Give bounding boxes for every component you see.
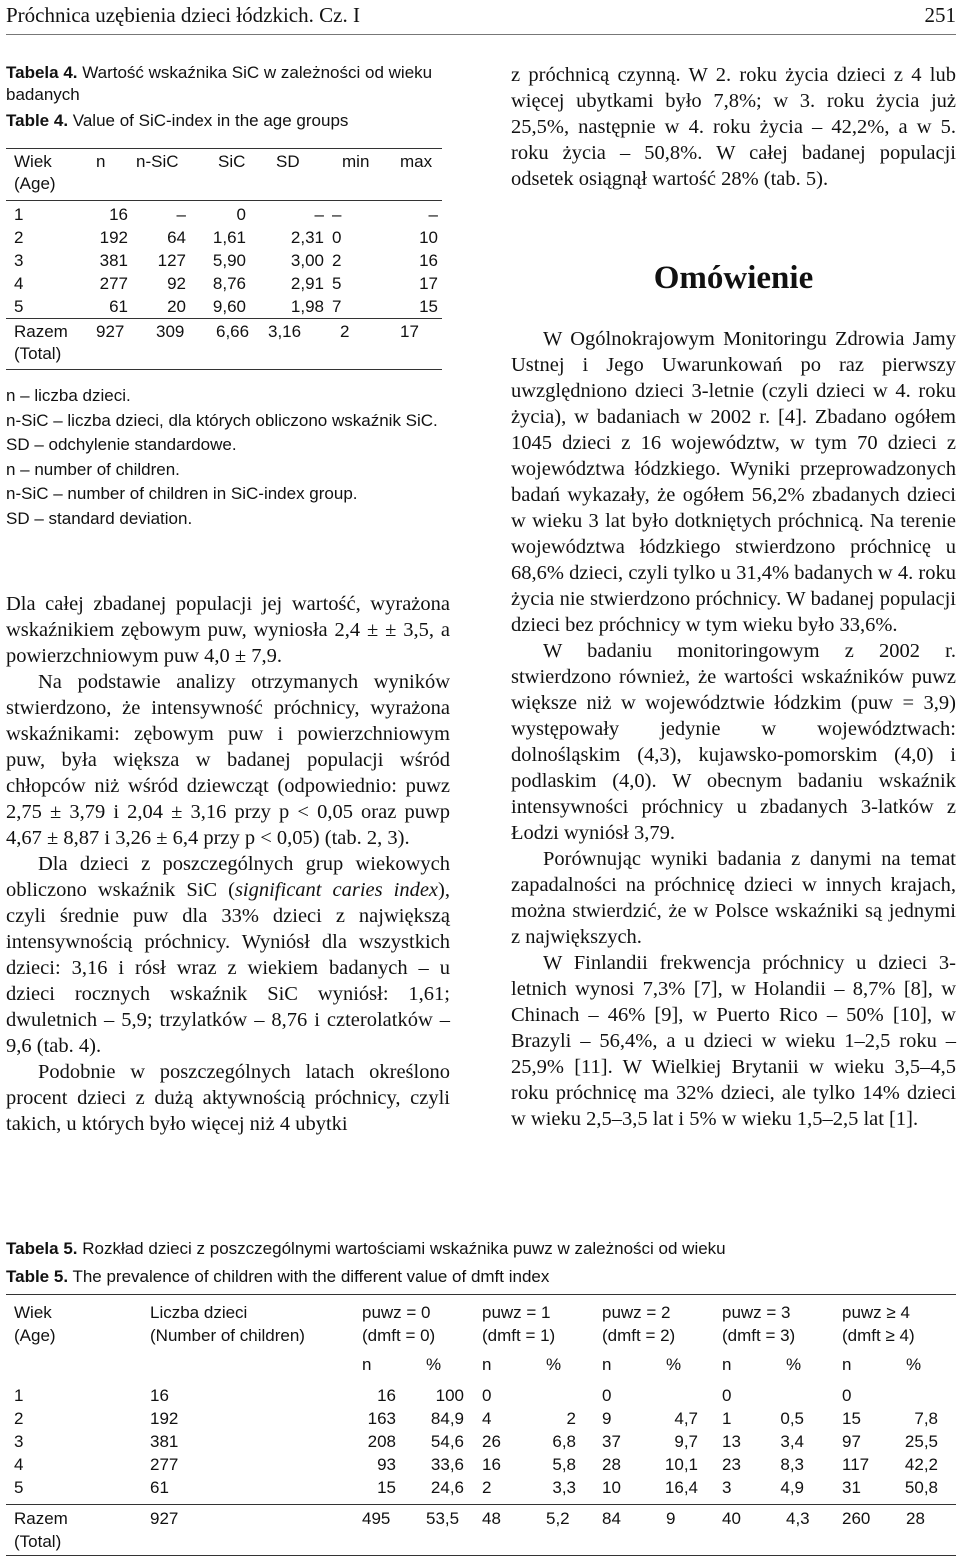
table4-header-5: min [342,152,370,171]
table5-cell-r3-c3: 54,6 [430,1432,464,1451]
table4-cell-r3-c0: 3 [14,251,24,270]
table5-header-0: Wiek [14,1303,52,1322]
table4-caption-pl [6,62,446,106]
table4-cell-r1-c3: 0 [236,205,246,224]
table5-cell-r1-c6: 0 [602,1386,612,1405]
table4-cell-r4-c0: 4 [14,274,24,293]
table4-header-3: SiC [218,152,246,171]
table5-cell-r1-c3: 100 [435,1386,464,1405]
note-nsic-en: n-SiC – number of children in SiC-index group. [6,484,358,503]
table5-cell-r2-c5: 2 [566,1409,576,1428]
table4-cell-r1-c0: 1 [14,205,24,224]
left-paragraph-4: Podobnie w poszczególnych latach określono procent dzieci z dużą aktywnością próchnicy, czyli takich, u których było więcej niż 4 ubytki [6,1061,450,1135]
table5-cell-r3-c9: 3,4 [780,1432,804,1451]
table5-header-sub-4: (dmft = 2) [602,1326,676,1345]
table5-cell-r2-c9: 0,5 [780,1409,804,1428]
page-number: 251 [924,3,956,27]
note-n-pl: n – liczba dzieci. [6,386,131,405]
table4-header-2: n-SiC [136,152,179,171]
table5-cell-r4-c0: 4 [14,1455,24,1474]
table5-total-value-3: 48 [482,1509,501,1528]
table4-cell-r4-c6: 17 [419,274,438,293]
table5-cell-r2-c4: 4 [482,1409,492,1428]
table5-total-value-1: 495 [362,1509,391,1528]
table4-cell-r1-c5: – [332,205,342,224]
table5-cell-r4-c9: 8,3 [780,1455,804,1474]
table5-cell-r3-c1: 381 [150,1432,179,1451]
table4-header-rule [6,200,442,201]
table5-subheader-0: n [362,1355,372,1374]
table4-total-rule [6,318,442,319]
table5-cell-r5-c3: 24,6 [430,1478,464,1497]
table4-cell-r3-c5: 2 [332,251,342,270]
discussion-heading: Omówienie [653,260,814,296]
table5-header-6: puwz ≥ 4 [842,1303,910,1322]
table4-caption-en [6,110,348,132]
table5-cell-r1-c2: 16 [377,1386,396,1405]
table5-label-pl: Tabela 5. [6,1239,78,1258]
table5-caption-en [6,1266,549,1288]
table5-cell-r5-c8: 3 [722,1478,732,1497]
table5-block [6,1238,956,1551]
table4-notes [6,384,438,531]
table5-cell-r4-c10: 117 [842,1455,870,1474]
table4-cell-r2-c5: 0 [332,228,342,247]
table4-cell-r4-c5: 5 [332,274,342,293]
table4-bottom-rule [6,369,442,370]
note-nsic-pl: n-SiC – liczba dzieci, dla których obliczono wskaźnik SiC. [6,410,438,430]
table4-cell-r2-c4: 2,31 [290,228,324,247]
table4-cell-r2-c6: 10 [419,228,438,247]
table5-cell-r5-c0: 5 [14,1478,24,1497]
table4-total-value-3: 3,16 [268,322,302,341]
table5 [6,1294,956,1556]
table5-total-sub: (Total) [14,1532,62,1551]
table5-total-value-0: 927 [150,1509,179,1528]
table5-cell-r1-c8: 0 [722,1386,732,1405]
table4-cell-r5-c6: 15 [419,297,438,316]
table5-cell-r2-c8: 1 [722,1409,732,1428]
table4-header-1: n [96,152,106,171]
table5-cell-r3-c7: 9,7 [674,1432,698,1451]
table5-header-3: puwz = 1 [482,1303,551,1322]
table5-title-pl: Rozkład dzieci z poszczególnymi wartościami wskaźnika puwz w zależności od wieku [77,1239,726,1258]
left-paragraph-3 [6,851,450,1059]
table5-cell-r4-c4: 16 [482,1455,501,1474]
table5-cell-r3-c8: 13 [722,1432,741,1451]
right-paragraph-4: Porównując wyniki badania z danymi na temat zapadalności na próchnicę dzieci w innych krajach, można stwierdzić, że w Polsce wskaźniki są jednymi z największych. [511,848,956,948]
table4-cell-r1-c4: – [314,205,324,224]
table5-header-2: puwz = 0 [362,1303,431,1322]
table5-subheader-2: n [482,1355,492,1374]
table4-cell-r3-c3: 5,90 [212,251,246,270]
table4-title-pl: Wartość wskaźnika SiC w zależności od wieku badanych [6,63,433,104]
p3-text-b: ), czyli średnie puw dla 33% dzieci z największą intensywnością próchnicy. Wyniósł dla wszystkich dzieci: 3,16 i rósł wraz z wiekiem badanych – u dzieci rocznych wskaźnik SiC wyniósł: 1,61; dwuletnich – 5,9; trzylatków – 8,76 i czterolatków – 9,6 (tab. 4). [6,879,450,1057]
table4-top-rule [6,148,442,149]
table5-bottom-rule [6,1555,956,1556]
table5-subheader-3: % [546,1355,562,1374]
table4-cell-r2-c2: 64 [167,228,186,247]
table5-cell-r5-c1: 61 [150,1478,169,1497]
table5-cell-r5-c10: 31 [842,1478,861,1497]
table5-total-rule [6,1504,956,1505]
table5-cell-r5-c2: 15 [377,1478,396,1497]
table4-cell-r5-c2: 20 [167,297,186,316]
table5-cell-r3-c10: 97 [842,1432,861,1451]
table4-cell-r5-c5: 7 [332,297,342,316]
right-column [511,62,956,1132]
left-paragraph-2: Na podstawie analizy otrzymanych wyników stwierdzono, że intensywność próchnicy, wyrażona wskaźnikami: zębowym puw i powierzchniowym puw, była większa w badanej populacji wśród chłopców niż wśród dziewcząt (odpowiednio: puwz 2,75 ± 3,79 i 2,04 ± 3,16 przy p < 0,05 oraz puwp 4,67 ± 8,87 i 3,26 ± 6,4 przy p < 0,05) (tab. 2, 3). [6,671,450,849]
table5-total-value-8: 4,3 [786,1509,810,1528]
table5-cell-r2-c1: 192 [150,1409,179,1428]
table4-cell-r4-c4: 2,91 [290,274,324,293]
table5-cell-r2-c2: 163 [367,1409,396,1428]
table4-title-en: Value of SiC-index in the age groups [68,111,349,130]
table5-subheader-1: % [426,1355,442,1374]
table4-cell-r1-c6: – [428,205,438,224]
table5-subheader-7: % [786,1355,802,1374]
table4-cell-r1-c1: 16 [109,205,128,224]
table5-cell-r2-c10: 15 [842,1409,861,1428]
table5-cell-r1-c1: 16 [150,1386,169,1405]
table5-subheader-6: n [722,1355,732,1374]
table4-cell-r4-c2: 92 [167,274,186,293]
table5-header-4: puwz = 2 [602,1303,671,1322]
table5-total-value-2: 53,5 [426,1509,460,1528]
table4-label-en: Table 4. [6,111,69,130]
table5-cell-r3-c4: 26 [482,1432,501,1451]
p3-text-a: Dla dzieci z poszczególnych grup wiekowych obliczono wskaźnik SiC ( [6,853,450,901]
table5-total-value-7: 40 [722,1509,741,1528]
note-sd-en: SD – standard deviation. [6,508,193,528]
table5-total-value-6: 9 [666,1509,676,1528]
table5-header-sub-5: (dmft = 3) [722,1326,796,1345]
table5-header-sub-1: (Number of children) [150,1326,305,1345]
table4-cell-r2-c0: 2 [14,228,24,247]
table4-cell-r5-c0: 5 [14,297,24,316]
right-paragraph-2: W Ogólnokrajowym Monitoringu Zdrowia Jamy Ustnej i Jego Uwarunkowań po raz pierwszy uwzględniono dzieci 3-letnie (czyli dzieci w 4. roku życia), w badaniach w 2002 r. [4]. Zbadano ogółem 1045 dzieci z 16 województw, w tym 70 dzieci z województwa łódzkiego. Wyniki przeprowadzonych badań wykazały, że ogółem 56,2% zbadanych dzieci w wieku 3 lat było dotkniętych próchnicą. Na terenie województwa łódzkiego stwierdzono próchnicę u 68,6% dzieci, czyli tylko u 31,4% badanych w 4. roku życia nie stwierdzono próchnicy. W badanej populacji dzieci bez próchnicy w tym wieku było 33,6%. [511,328,956,636]
table4-total-value-1: 309 [156,322,185,341]
note-n-en: n – number of children. [6,459,180,479]
table5-caption-pl [6,1238,956,1260]
table4-cell-r5-c1: 61 [109,297,128,316]
left-paragraph-1: Dla całej zbadanej populacji jej wartość, wyrażona wskaźnikiem zębowym puw, wyniosła 2,4 ± ± 3,5, a powierzchniowym puw 4,0 ± 7,9. [6,593,450,667]
table4-header-6: max [400,152,433,171]
table4-cell-r5-c3: 9,60 [212,297,246,316]
table5-total-value-10: 28 [906,1509,925,1528]
table4-total-value-4: 2 [340,322,350,341]
table5-header-sub-3: (dmft = 1) [482,1326,556,1345]
table5-cell-r4-c8: 23 [722,1455,741,1474]
table4-label-pl: Tabela 4. [6,63,78,82]
table5-cell-r2-c11: 7,8 [914,1409,938,1428]
right-paragraph-3: W badaniu monitoringowym z 2002 r. stwierdzono również, że wartości wskaźników puwz większe niż w województwie łódzkim (puw = 3,9) występowały jedynie w województwach: dolnośląskim (4,3), kujawsko-pomorskim (4,0) i podlaskim (4,0). W obecnym badaniu wskaźnik intensywności próchnicy u zbadanych 3-latków z Łodzi wyniósł 3,79. [511,640,956,844]
table5-cell-r1-c0: 1 [14,1386,24,1405]
table5-cell-r4-c3: 33,6 [430,1455,464,1474]
right-paragraph-1: z próchnicą czynną. W 2. roku życia dzieci z 4 lub więcej ubytkami było 7,8%; w 3. roku życia już 25,5%, następnie w 4. roku życia – 42,2%, a w 5. roku życia – 50,8%. W całej badanej populacji odsetek osiągnął wartość 28% (tab. 5). [511,64,956,190]
running-header [6,0,956,42]
table5-subheader-8: n [842,1355,852,1374]
table5-cell-r3-c6: 37 [602,1432,621,1451]
table5-total-label: Razem [14,1509,68,1528]
table5-header-1: Liczba dzieci [150,1303,248,1322]
table5-cell-r2-c0: 2 [14,1409,24,1428]
table5-top-rule [6,1294,956,1295]
table5-cell-r4-c1: 277 [150,1455,179,1474]
table4-cell-r1-c2: – [176,205,186,224]
table4-header-0: Wiek [14,152,52,171]
table5-cell-r3-c5: 6,8 [552,1432,576,1451]
table5-total-value-5: 84 [602,1509,621,1528]
left-column [6,591,450,1137]
table5-subheader-4: n [602,1355,612,1374]
table5-cell-r2-c3: 84,9 [430,1409,464,1428]
table4 [6,148,442,370]
table5-total-value-4: 5,2 [546,1509,570,1528]
table5-cell-r5-c7: 16,4 [664,1478,698,1497]
table4-cell-r3-c1: 381 [99,251,128,270]
table4-total-value-2: 6,66 [216,322,250,341]
table5-cell-r4-c5: 5,8 [552,1455,576,1474]
table5-cell-r2-c7: 4,7 [674,1409,698,1428]
table5-cell-r5-c6: 10 [602,1478,621,1497]
table5-cell-r3-c11: 25,5 [904,1432,938,1451]
table4-cell-r3-c2: 127 [157,251,186,270]
p3-italic-term: significant caries index [234,879,439,901]
table5-cell-r4-c2: 93 [377,1455,396,1474]
table5-subheader-9: % [906,1355,922,1374]
table4-cell-r3-c4: 3,00 [290,251,324,270]
table4-cell-r3-c6: 16 [419,251,438,270]
table5-cell-r4-c11: 42,2 [904,1455,938,1474]
table5-cell-r1-c4: 0 [482,1386,492,1405]
table4-total-label: Razem [14,322,68,341]
table5-cell-r5-c5: 3,3 [552,1478,576,1497]
table4-header-4: SD [276,152,300,171]
table5-cell-r5-c11: 50,8 [904,1478,938,1497]
table5-cell-r3-c0: 3 [14,1432,24,1451]
table5-title-en: The prevalence of children with the different value of dmft index [68,1267,550,1286]
table5-cell-r4-c6: 28 [602,1455,621,1474]
table4-total-value-0: 927 [96,322,125,341]
table5-cell-r1-c10: 0 [842,1386,852,1405]
table4-cell-r2-c3: 1,61 [212,228,246,247]
note-sd-pl: SD – odchylenie standardowe. [6,435,237,454]
header-rule [6,34,956,35]
table5-cell-r5-c9: 4,9 [780,1478,804,1497]
table4-cell-r4-c3: 8,76 [212,274,246,293]
table5-header-sub-6: (dmft ≥ 4) [842,1326,915,1345]
running-title: Próchnica uzębienia dzieci łódzkich. Cz. I [6,3,360,27]
table4-total-sub: (Total) [14,344,62,363]
table5-cell-r2-c6: 9 [602,1409,612,1428]
table5-cell-r5-c4: 2 [482,1478,492,1497]
table5-cell-r4-c7: 10,1 [664,1455,698,1474]
table4-total-value-5: 17 [400,322,419,341]
right-paragraph-5: W Finlandii frekwencja próchnicy u dzieci 3-letnich wynosi 7,3% [7], w Holandii – 8,7% [8], w Chinach – 46% [9], w Puerto Rico – 50% [10], w Brazyli – 56,4%, a u dzieci w wieku 1–2,5 roku – 25,9% [11]. W Wielkiej Brytanii w wieku 3,5–4,5 roku próchnicę ma 32% dzieci, ale tylko 14% dzieci w wieku 2,5–3,5 lat i 5% w wieku 1,5–2,5 lat [1]. [511,952,956,1130]
table5-total-value-9: 260 [842,1509,871,1528]
table4-cell-r2-c1: 192 [99,228,128,247]
table4-cell-r4-c1: 277 [99,274,128,293]
table5-header-sub-2: (dmft = 0) [362,1326,436,1345]
table5-header-sub-0: (Age) [14,1326,56,1345]
table5-subheader-5: % [666,1355,682,1374]
table5-header-5: puwz = 3 [722,1303,791,1322]
table5-cell-r3-c2: 208 [367,1432,396,1451]
table4-header-age-sub: (Age) [14,174,56,193]
table4-block [6,62,446,363]
table4-cell-r5-c4: 1,98 [290,297,324,316]
table5-label-en: Table 5. [6,1267,69,1286]
